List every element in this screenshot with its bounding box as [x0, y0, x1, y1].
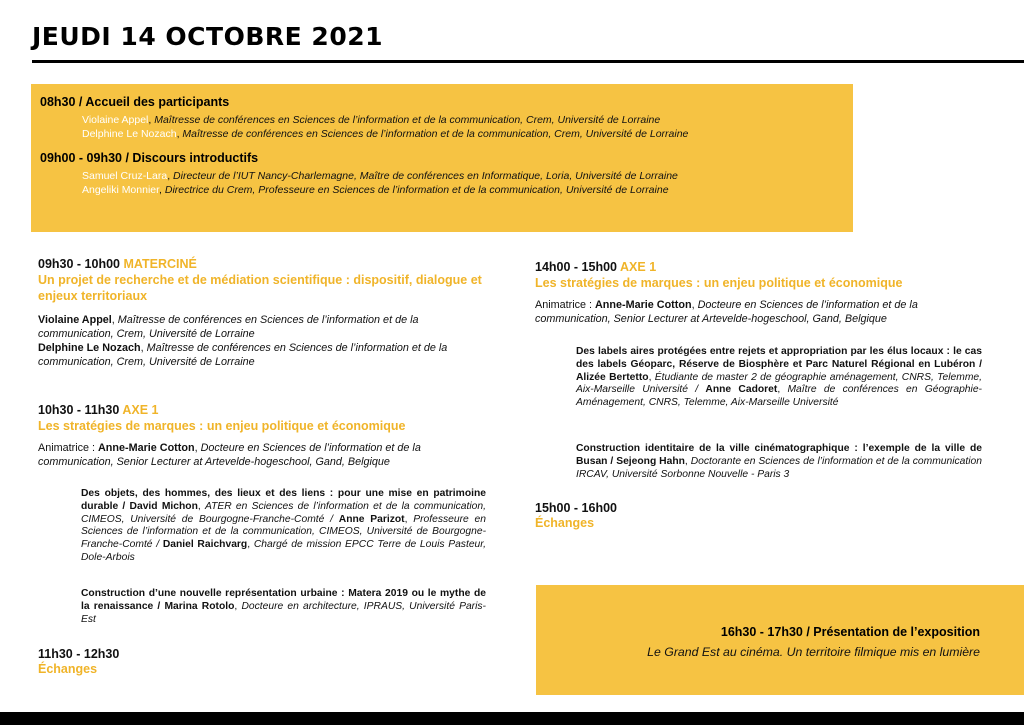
- left-session-exchanges: [38, 646, 338, 676]
- talk-author: Sejeong Hahn: [616, 455, 685, 467]
- exhibition-subtitle: Le Grand Est au cinéma. Un territoire filmique mis en lumière: [647, 645, 980, 659]
- page-title: JEUDI 14 OCTOBRE 2021: [32, 22, 384, 51]
- moderator-desc: Docteure en Sciences de l’information et de la communication, Senior Lecturer at Artevelde-hogeschool, Gand, Belgique: [535, 299, 918, 325]
- intro-box: [31, 84, 853, 232]
- talk-title: Des objets, des hommes, des lieux et des liens : pour une mise en patrimoine durable /: [81, 488, 486, 512]
- talk-author: Anne Cadoret: [705, 384, 778, 396]
- session-subtitle: Un projet de recherche et de médiation scientifique : dispositif, dialogue et enjeux territoriaux: [38, 273, 482, 303]
- talk-author: Anne Parizot: [338, 513, 405, 525]
- session-tag: MATERCINÉ: [123, 257, 197, 271]
- title-rule: [32, 60, 1024, 63]
- session-tag: AXE 1: [122, 403, 159, 417]
- talk-busan: Construction identitaire de la ville cinématographique : l’exemple de la ville de Busan / Sejeong Hahn, Doctorante en Sciences de l’information et de la communication IRCAV, Université Sorbonne Nouvelle - Paris 3: [576, 443, 982, 480]
- speaker-desc: Directrice du Crem, Professeure en Sciences de l’information et de la communication, Université de Lorraine: [164, 183, 669, 196]
- moderator-entry: Animatrice : Anne-Marie Cotton, Docteure en Sciences de l’information et de la communication, Senior Lecturer at Artevelde-hogeschool, Gand, Belgique: [535, 299, 918, 325]
- talk-author-desc: ATER en Sciences de l’information et de la communication, CIMEOS, Université de Bourgogne-Franche-Comté /: [81, 500, 486, 525]
- speaker-name: Violaine Appel: [38, 314, 112, 326]
- talk-author: Daniel Raichvarg: [162, 539, 248, 551]
- speaker-name: Angeliki Monnier: [82, 183, 160, 196]
- intro-session-speeches-speakers: Samuel Cruz-Lara, Directeur de l’IUT Nancy-Charlemagne, Maître de conférences en Informatique, Loria, Université de Lorraine Angeliki Monnier, Directrice du Crem, Professeure en Sciences de l’information et de la communication, Université de Lorraine: [82, 170, 678, 196]
- talk-title: Des labels aires protégées entre rejets et appropriation par les élus locaux : le cas des labels Géoparc, Réserve de Biosphère et Parc Naturel Régional en Lubéron /: [576, 346, 982, 370]
- speaker-desc: Maîtresse de conférences en Sciences de l’information et de la communication, Crem, Université de Lorraine: [182, 127, 689, 140]
- speaker-desc: Maîtresse de conférences en Sciences de l’information et de la communication, Crem, Université de Lorraine: [154, 114, 661, 126]
- intro-session-welcome-title: 08h30 / Accueil des participants: [40, 95, 230, 109]
- moderator-name: Anne-Marie Cotton: [98, 442, 195, 454]
- intro-session-welcome-speakers: Violaine Appel, Maîtresse de conférences en Sciences de l’information et de la communication, Crem, Université de Lorraine Delphine Le Nozach, Maîtresse de conférences en Sciences de l’information et de la communication, Crem, Université de Lorraine: [82, 114, 689, 140]
- talk-author-desc: Docteure en architecture, IPRAUS, Université Paris-Est: [81, 600, 486, 625]
- session-time: 11h30 - 12h30: [38, 647, 120, 661]
- talk-author-desc: Étudiante de master 2 de géographie aménagement, CNRS, Telemme, Aix-Marseille Université /: [576, 371, 982, 396]
- session-subtitle: Les stratégies de marques : un enjeu politique et économique: [38, 419, 406, 433]
- talk-author-desc: Maître de conférences en Géographie-Aménagement, CNRS, Telemme, Aix-Marseille Université: [576, 384, 982, 409]
- moderator-desc: Docteure en Sciences de l’information et de la communication, Senior Lecturer at Artevelde-hogeschool, Gand, Belgique: [38, 442, 421, 468]
- speaker-name: Samuel Cruz-Lara: [82, 170, 168, 182]
- session-tag: AXE 1: [620, 260, 657, 274]
- talk-author: Marina Rotolo: [164, 600, 235, 612]
- moderator-label: Animatrice :: [38, 442, 95, 454]
- session-time: 14h00 - 15h00: [535, 260, 617, 274]
- left-session-axe1: [38, 402, 488, 469]
- talk-matera: Construction d’une nouvelle représentation urbaine : Matera 2019 ou le mythe de la renaissance / Marina Rotolo, Docteure en architecture, IPRAUS, Université Paris-Est: [81, 588, 486, 625]
- right-session-axe1: [535, 259, 985, 326]
- moderator-entry: Animatrice : Anne-Marie Cotton, Docteure en Sciences de l’information et de la communication, Senior Lecturer at Artevelde-hogeschool, Gand, Belgique: [38, 442, 421, 468]
- session-time: 15h00 - 16h00: [535, 501, 617, 515]
- talk-author: Alizée Bertetto: [576, 371, 649, 383]
- session-label: Échanges: [38, 662, 98, 676]
- left-session-matercine: [38, 256, 488, 369]
- exhibition-box: [536, 585, 1024, 695]
- talk-author-desc: Professeure en Sciences de l’information et de la communication, CIMEOS, Université de Bourgogne-Franche-Comté /: [81, 513, 486, 551]
- speaker-entry: Delphine Le Nozach, Maîtresse de conférences en Sciences de l’information et de la communication, Crem, Université de Lorraine: [38, 342, 448, 368]
- talk-author-desc: Chargé de mission EPCC Terre de Louis Pasteur, Dole-Arbois: [81, 539, 486, 563]
- exhibition-title: 16h30 - 17h30 / Présentation de l’exposition: [720, 625, 980, 639]
- intro-session-speeches-title: 09h00 - 09h30 / Discours introductifs: [40, 151, 259, 165]
- speaker-desc: Maîtresse de conférences en Sciences de l’information et de la communication, Crem, Université de Lorraine: [38, 342, 448, 368]
- talk-author-desc: Doctorante en Sciences de l’information et de la communication IRCAV, Université Sorbonne Nouvelle - Paris 3: [576, 455, 982, 480]
- speaker-entry: Violaine Appel, Maîtresse de conférences en Sciences de l’information et de la communication, Crem, Université de Lorraine: [38, 314, 419, 340]
- talk-title: Construction identitaire de la ville cinématographique : l’exemple de la ville de Busan /: [576, 443, 982, 467]
- talk-patrimoine: Des objets, des hommes, des lieux et des liens : pour une mise en patrimoine durable / David Michon, ATER en Sciences de l’information et de la communication, CIMEOS, Université de Bourgogne-Franche-Comté / Anne Parizot, Professeure en Sciences de l’information et de la communication, CIMEOS, Université de Bourgogne-Franche-Comté / Daniel Raichvarg, Chargé de mission EPCC Terre de Louis Pasteur, Dole-Arbois: [81, 488, 486, 563]
- speaker-desc: Directeur de l’IUT Nancy-Charlemagne, Maître de conférences en Informatique, Loria, Université de Lorraine: [173, 170, 678, 182]
- session-label: Échanges: [535, 516, 595, 530]
- speaker-name: Violaine Appel: [82, 114, 149, 126]
- moderator-name: Anne-Marie Cotton: [595, 299, 692, 311]
- right-session-exchanges: [535, 500, 835, 530]
- footer-bar: [0, 712, 1024, 725]
- speaker-desc: Maîtresse de conférences en Sciences de l’information et de la communication, Crem, Université de Lorraine: [38, 314, 419, 340]
- session-time: 09h30 - 10h00: [38, 257, 120, 271]
- session-time: 10h30 - 11h30: [38, 403, 120, 417]
- talk-title: Construction d’une nouvelle représentation urbaine : Matera 2019 ou le mythe de la renaissance /: [81, 588, 486, 612]
- talk-author: David Michon: [129, 500, 198, 512]
- talk-labels-aires-protegees: Des labels aires protégées entre rejets et appropriation par les élus locaux : le cas des labels Géoparc, Réserve de Biosphère et Parc Naturel Régional en Lubéron / Alizée Bertetto, Étudiante de master 2 de géographie aménagement, CNRS, Telemme, Aix-Marseille Université / Anne Cadoret, Maître de conférences en Géographie-Aménagement, CNRS, Telemme, Aix-Marseille Université: [576, 346, 982, 409]
- session-subtitle: Les stratégies de marques : un enjeu politique et économique: [535, 276, 903, 290]
- speaker-name: Delphine Le Nozach: [38, 342, 141, 354]
- speaker-name: Delphine Le Nozach: [82, 127, 177, 140]
- moderator-label: Animatrice :: [535, 299, 592, 311]
